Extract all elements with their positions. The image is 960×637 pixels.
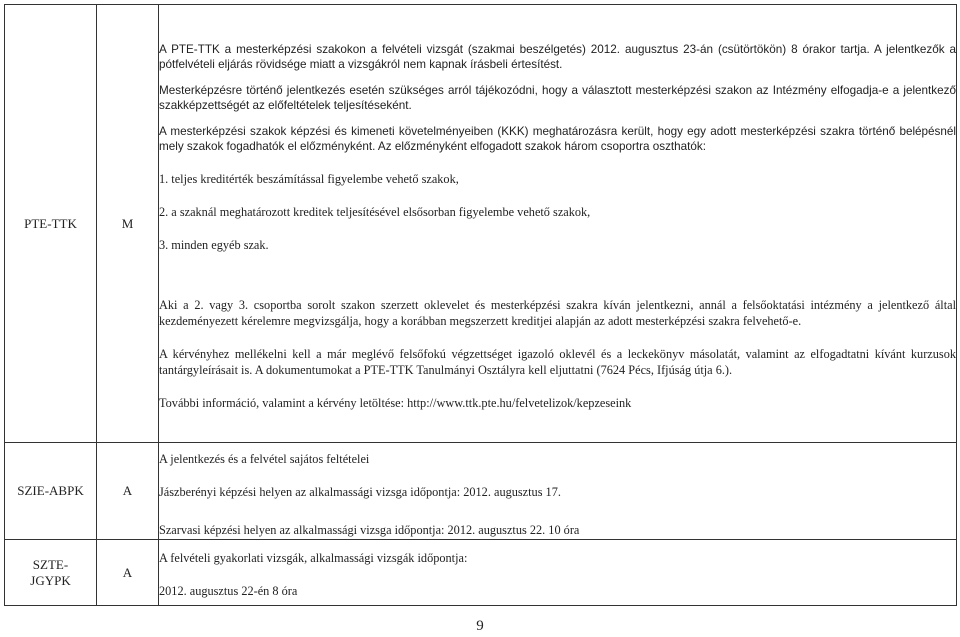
details-cell: [159, 540, 957, 606]
institution-line: SZTE-: [32, 556, 69, 572]
institution-cell: [5, 540, 97, 606]
level-cell: M: [97, 5, 159, 443]
table-row: [5, 5, 957, 443]
details-cell: [159, 5, 957, 443]
paragraph: A mesterképzési szakok képzési és kimeneti követelményeiben (KKK) meghatározásra került, hogy egy adott mesterképzési szakra történő belépésnél mely szakok fogadhatók el előzményként. Az előzményként elfogadott szakok három csoportra oszthatók:: [159, 125, 956, 153]
info-link: További információ, valamint a kérvény letöltése: http://www.ttk.pte.hu/felvetelizok/kepzeseink: [159, 396, 632, 410]
level-cell: A: [97, 540, 159, 606]
list-item: 1. teljes kreditérték beszámítással figyelembe vehető szakok,: [159, 172, 459, 186]
paragraph: A PTE-TTK a mesterképzési szakokon a felvételi vizsgát (szakmai beszélgetés) 2012. augusztus 23-án (csütörtökön) 8 órakor tartja. A jelentkezők a pótfelvételi eljárás rövidsége miatt a vizsgákról nem kapnak írásbeli értesítést.: [159, 43, 956, 71]
institution-cell: PTE-TTK: [5, 5, 97, 443]
table-row: [5, 443, 957, 540]
institution-line: JGYPK: [30, 572, 71, 588]
table-row: [5, 540, 957, 606]
paragraph: Aki a 2. vagy 3. csoportba sorolt szakon szerzett oklevelet és mesterképzési szakra kíván jelentkezni, annál a felsőoktatási intézmény a jelentkező által kezdeményezett kérelemre megvizsgálja, hogy a korábban megszerzett kreditjei alapján az adott mesterképzési szakra felvehető-e.: [159, 298, 956, 328]
page-number: 9: [476, 618, 484, 634]
paragraph: Mesterképzésre történő jelentkezés esetén szükséges arról tájékozódni, hogy a választott mesterképzési szakon az Intézmény elfogadja-e a jelentkező szakképzettségét az előfeltételek teljesítéseként.: [159, 84, 956, 112]
paragraph: Szarvasi képzési helyen az alkalmassági vizsga időpontja: 2012. augusztus 22. 10 óra: [159, 522, 580, 537]
paragraph: Jászberényi képzési helyen az alkalmassági vizsga időpontja: 2012. augusztus 17.: [159, 484, 561, 499]
admission-table: [4, 4, 957, 606]
paragraph: A jelentkezés és a felvétel sajátos feltételei: [159, 451, 370, 466]
paragraph: A felvételi gyakorlati vizsgák, alkalmassági vizsgák időpontja:: [159, 551, 468, 565]
list-item: 2. a szaknál meghatározott kreditek teljesítésével elsősorban figyelembe vehető szakok,: [159, 205, 591, 219]
paragraph: A kérvényhez mellékelni kell a már meglévő felsőfokú végzettséget igazoló oklevél és a leckekönyv másolatát, valamint az elfogadtatni kívánt kurzusok tantárgyleírásait is. A dokumentumokat a PTE-TTK Tanulmányi Osztályra kell eljuttatni (7624 Pécs, Ifjúság útja 6.).: [159, 347, 956, 377]
details-cell: [159, 443, 957, 540]
level-cell: A: [97, 443, 159, 540]
list-item: 3. minden egyéb szak.: [159, 238, 269, 252]
institution-cell: SZIE-ABPK: [5, 443, 97, 540]
paragraph: 2012. augusztus 22-én 8 óra: [159, 584, 298, 598]
